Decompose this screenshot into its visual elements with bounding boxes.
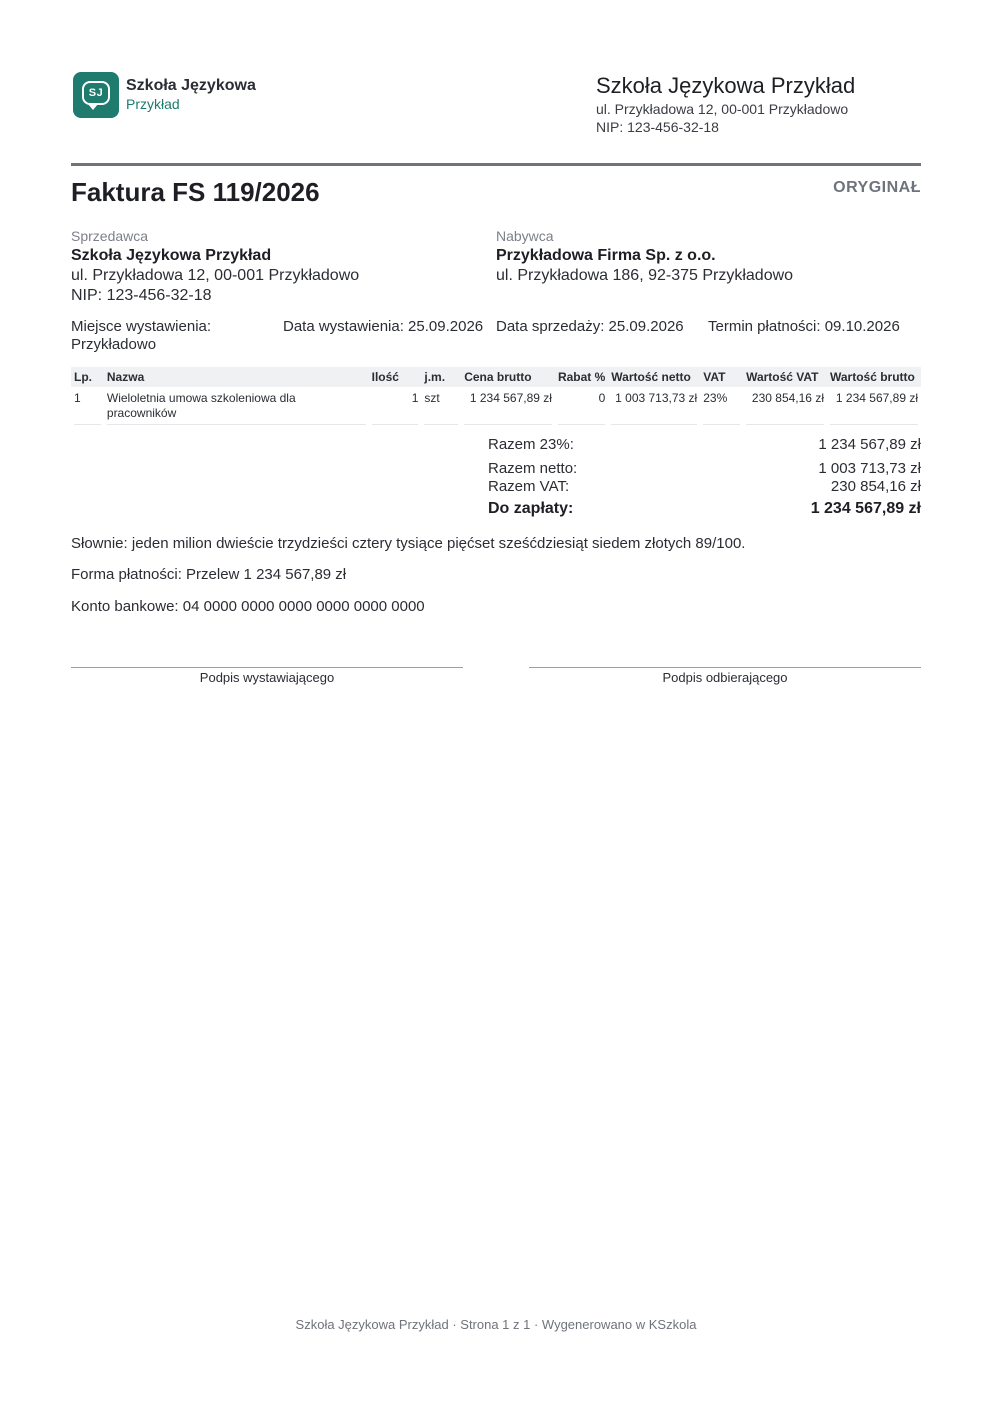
logo-initials: SJ — [82, 81, 110, 105]
total-vat-row — [488, 478, 921, 496]
chat-bubble-icon — [73, 72, 119, 118]
issue-place: Miejsce wystawienia: Przykładowo — [71, 318, 212, 353]
bank-account: Konto bankowe: 04 0000 0000 0000 0000 0000 0000 — [71, 598, 425, 615]
row-discount: 0 — [558, 391, 605, 425]
table-header-row — [71, 367, 921, 387]
col-vat: VAT — [700, 367, 743, 387]
col-net-value: Wartość netto — [608, 367, 700, 387]
total-vat-value: 230 854,16 zł — [830, 478, 921, 495]
row-net-value: 1 003 713,73 zł — [611, 391, 697, 425]
total-net-value: 1 003 713,73 zł — [818, 460, 921, 477]
buyer-name: Przykładowa Firma Sp. z o.o. — [496, 247, 716, 264]
row-gross-price: 1 234 567,89 zł — [464, 391, 552, 425]
totals-block — [488, 436, 921, 518]
issuer-name: Szkoła Językowa Przykład — [596, 73, 856, 98]
header-divider — [71, 163, 921, 166]
school-logo — [73, 72, 256, 118]
receiver-signature: Podpis odbierającego — [529, 667, 921, 685]
col-name: Nazwa — [104, 367, 369, 387]
amount-in-words: Słownie: jeden milion dwieście trzydzieści cztery tysiące pięćset sześćdziesiąt siedem złotych 89/100. — [71, 535, 746, 552]
items-table — [71, 367, 921, 425]
table-row — [71, 387, 921, 425]
col-vat-value: Wartość VAT — [743, 367, 827, 387]
total-due-row — [488, 500, 921, 518]
copy-label: ORYGINAŁ — [833, 179, 921, 196]
col-qty: Ilość — [369, 367, 422, 387]
row-vat-value: 230 854,16 zł — [746, 391, 824, 425]
issuer-signature: Podpis wystawiającego — [71, 667, 463, 685]
issue-date: Data wystawienia: 25.09.2026 — [283, 318, 484, 335]
row-lp: 1 — [74, 391, 101, 425]
col-gross-value: Wartość brutto — [827, 367, 921, 387]
col-unit: j.m. — [421, 367, 461, 387]
total-rate-row — [488, 436, 921, 454]
issuer-nip: NIP: 123-456-32-18 — [596, 119, 719, 135]
row-vat: 23% — [703, 391, 740, 425]
seller-label: Sprzedawca — [71, 228, 149, 244]
row-name: Wieloletnia umowa szkoleniowa dla pracowników — [107, 391, 366, 425]
buyer-address: ul. Przykładowa 186, 92-375 Przykładowo — [496, 267, 794, 284]
total-rate-label: Razem 23%: — [488, 436, 574, 453]
col-gross-price: Cena brutto — [461, 367, 555, 387]
page-footer: Szkoła Językowa Przykład · Strona 1 z 1 · Wygenerowano w KSzkola — [295, 1317, 697, 1332]
total-rate-value: 1 234 567,89 zł — [818, 436, 921, 453]
total-net-row — [488, 460, 921, 478]
col-lp: Lp. — [71, 367, 104, 387]
col-discount: Rabat % — [555, 367, 608, 387]
invoice-title: Faktura FS 119/2026 — [71, 177, 320, 207]
buyer-label: Nabywca — [496, 228, 554, 244]
due-date: Termin płatności: 09.10.2026 — [708, 318, 900, 335]
invoice-page — [71, 0, 921, 1403]
seller-name: Szkoła Językowa Przykład — [71, 247, 272, 264]
logo-subtitle: Przykład — [126, 96, 180, 112]
buyer-block — [496, 226, 916, 286]
total-due-value: 1 234 567,89 zł — [810, 500, 921, 517]
row-qty: 1 — [372, 391, 419, 425]
total-due-label: Do zapłaty: — [488, 500, 574, 517]
row-unit: szt — [424, 391, 458, 425]
logo-name: Szkoła Językowa — [126, 77, 256, 94]
issuer-address: ul. Przykładowa 12, 00-001 Przykładowo — [596, 101, 849, 117]
total-vat-label: Razem VAT: — [488, 478, 570, 495]
seller-nip: NIP: 123-456-32-18 — [71, 287, 212, 304]
issuer-header — [596, 72, 921, 136]
seller-block — [71, 226, 491, 306]
seller-address: ul. Przykładowa 12, 00-001 Przykładowo — [71, 267, 360, 284]
total-net-label: Razem netto: — [488, 460, 578, 477]
payment-method: Forma płatności: Przelew 1 234 567,89 zł — [71, 566, 347, 583]
sale-date: Data sprzedaży: 25.09.2026 — [496, 318, 684, 335]
row-gross-value: 1 234 567,89 zł — [830, 391, 918, 425]
